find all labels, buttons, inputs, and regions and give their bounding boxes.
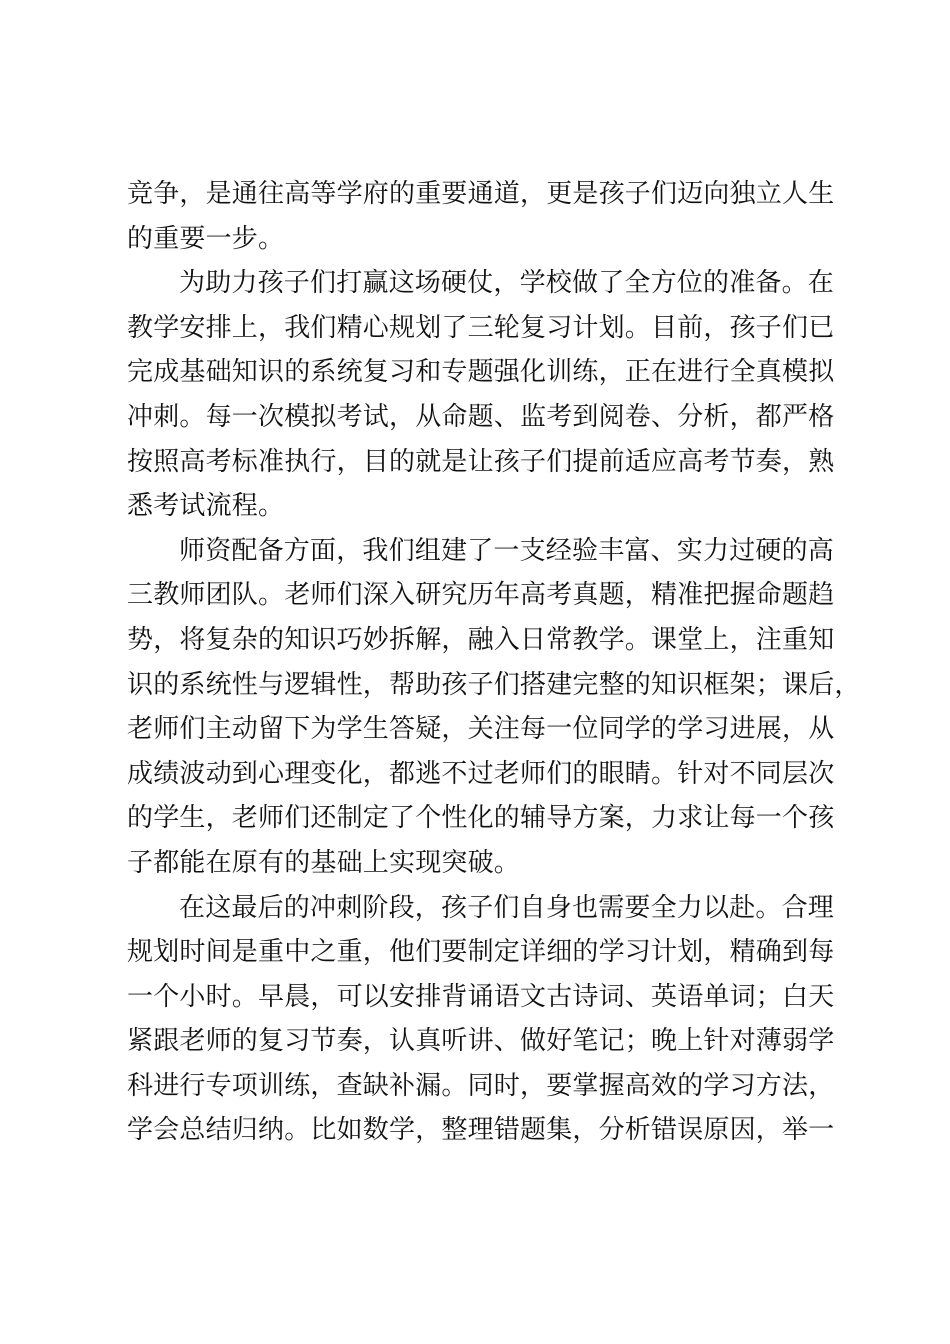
text-line: 冲刺。每一次模拟考试，从命题、监考到阅卷、分析，都严格: [127, 401, 835, 432]
text-line: 按照高考标准执行，目的就是让孩子们提前适应高考节奏，熟: [127, 446, 835, 477]
text-line: 在这最后的冲刺阶段，孩子们自身也需要全力以赴。合理: [179, 892, 835, 923]
text-line: 师资配备方面，我们组建了一支经验丰富、实力过硬的高: [179, 535, 835, 566]
text-line: 教学安排上，我们精心规划了三轮复习计划。目前，孩子们已: [127, 312, 835, 343]
text-line: 学会总结归纳。比如数学，整理错题集，分析错误原因，举一: [127, 1115, 835, 1146]
text-line: 为助力孩子们打赢这场硬仗，学校做了全方位的准备。在: [179, 268, 835, 299]
body-text: [127, 172, 861, 1153]
text-line: 规划时间是重中之重，他们要制定详细的学习计划，精确到每: [127, 937, 835, 968]
text-line: 三教师团队。老师们深入研究历年高考真题，精准把握命题趋: [127, 580, 835, 611]
text-line: 的重要一步。: [127, 223, 285, 254]
text-line: 势，将复杂的知识巧妙拆解，融入日常教学。课堂上，注重知: [127, 624, 835, 655]
text-line: 完成基础知识的系统复习和专题强化训练，正在进行全真模拟: [127, 357, 835, 388]
text-line: 竞争，是通往高等学府的重要通道，更是孩子们迈向独立人生: [127, 179, 835, 209]
text-line: 识的系统性与逻辑性，帮助孩子们搭建完整的知识框架；课后，: [127, 669, 861, 700]
text-line: 老师们主动留下为学生答疑，关注每一位同学的学习进展，从: [127, 714, 835, 745]
text-line: 子都能在原有的基础上实现突破。: [127, 847, 521, 878]
text-line: 科进行专项训练，查缺补漏。同时，要掌握高效的学习方法，: [127, 1070, 835, 1101]
text-line: 悉考试流程。: [127, 491, 285, 522]
text-line: 一个小时。早晨，可以安排背诵语文古诗词、英语单词；白天: [127, 981, 835, 1012]
text-line: 成绩波动到心理变化，都逃不过老师们的眼睛。针对不同层次: [127, 758, 835, 789]
text-line: 的学生，老师们还制定了个性化的辅导方案，力求让每一个孩: [127, 803, 835, 834]
text-line: 紧跟老师的复习节奏，认真听讲、做好笔记；晚上针对薄弱学: [127, 1026, 835, 1057]
